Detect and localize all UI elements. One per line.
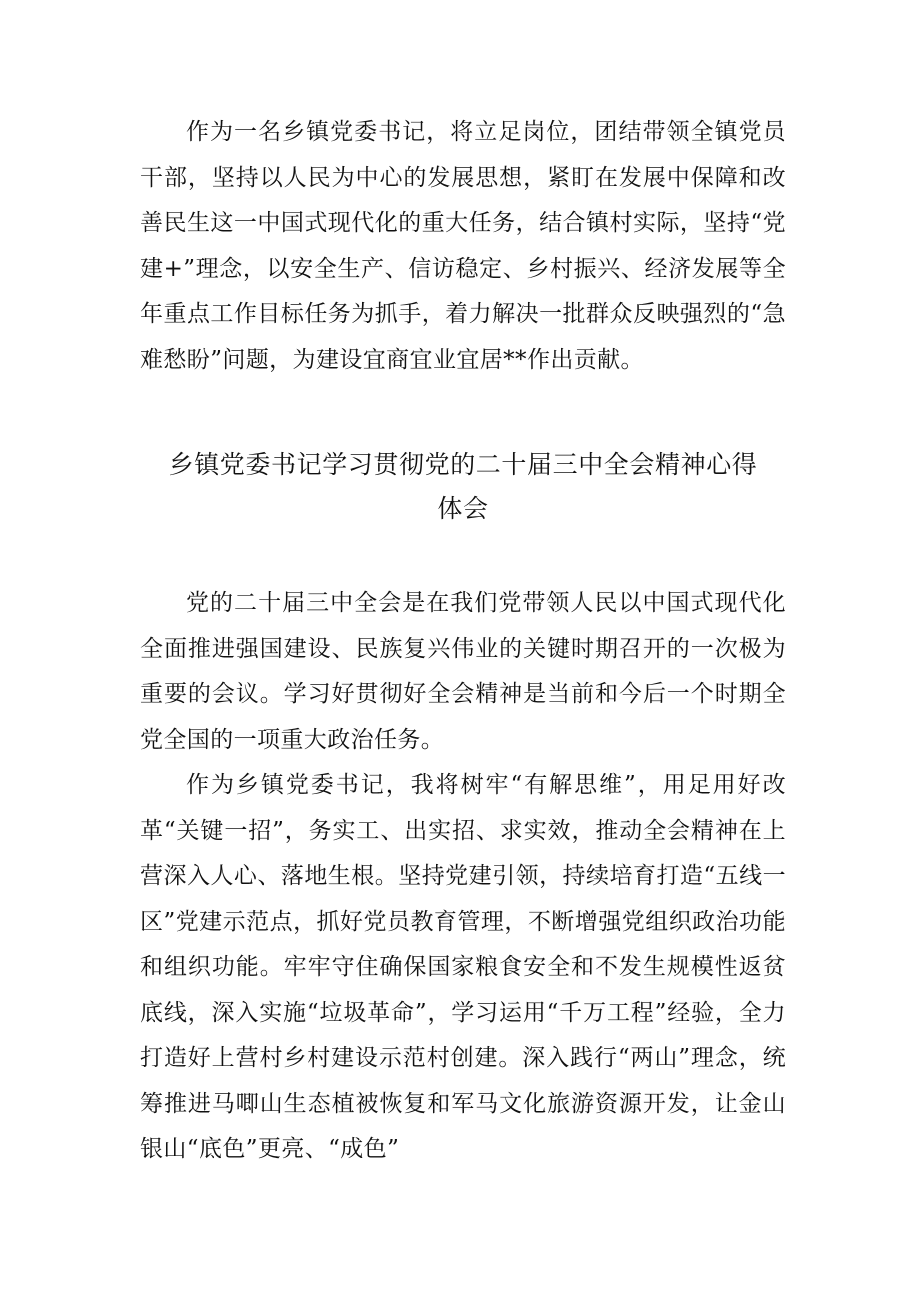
section-title-line-2: 体会	[437, 494, 489, 523]
section-title-line-1: 乡镇党委书记学习贯彻党的二十届三中全会精神心得	[168, 450, 758, 479]
body-paragraph-3: 作为乡镇党委书记，我将树牢“有解思维”，用足用好改革“关键一招”，务实工、出实招、求实效，推动全会精神在上营深入人心、落地生根。坚持党建引领，持续培育打造“五线一区”党建示范点，抓好党员教育管理，不断增强党组织政治功能和组织功能。牢牢守住确保国家粮食安全和不发生规模性返贫底线，深入实施“垃圾革命”，学习运用“千万工程”经验，全力打造好上营村乡村建设示范村创建。深入践行“两山”理念，统筹推进马唧山生态植被恢复和军马文化旅游资源开发，让金山银山“底色”更亮、“成色”	[140, 772, 786, 1162]
body-paragraph-1: 作为一名乡镇党委书记，将立足岗位，团结带领全镇党员干部，坚持以人民为中心的发展思想，紧盯在发展中保障和改善民生这一中国式现代化的重大任务，结合镇村实际，坚持“党建+”理念，以安全生产、信访稳定、乡村振兴、经济发展等全年重点工作目标任务为抓手，着力解决一批群众反映强烈的“急难愁盼”问题，为建设宜商宜业宜居**作出贡献。	[140, 119, 786, 373]
section-title	[140, 443, 786, 531]
document-page	[140, 110, 786, 1173]
body-paragraph-2: 党的二十届三中全会是在我们党带领人民以中国式现代化全面推进强国建设、民族复兴伟业的关键时期召开的一次极为重要的会议。学习好贯彻好全会精神是当前和今后一个时期全党全国的一项重大政治任务。	[140, 590, 786, 753]
